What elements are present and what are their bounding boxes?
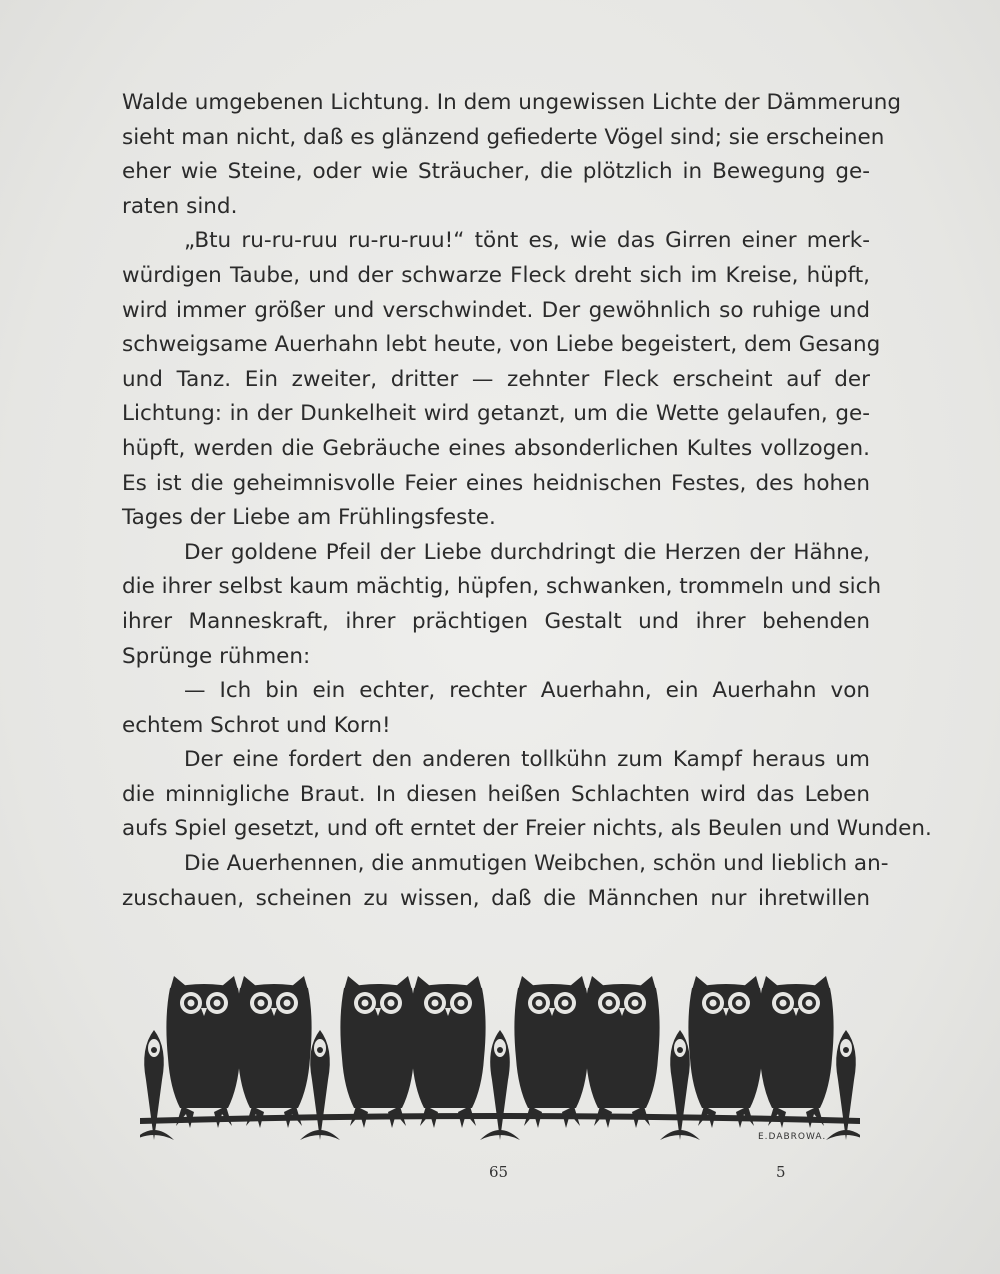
owl-frieze-illustration (140, 968, 860, 1146)
text-line: — Ich bin ein echter, rechter Auerhahn, ein Auerhahn von (184, 678, 870, 704)
text-line: wird immer größer und verschwindet. Der gewöhnlich so ruhige und (122, 297, 870, 323)
illustrator-signature: E.DABROWA. (758, 1132, 827, 1142)
signature-mark: 5 (776, 1163, 786, 1181)
text-line: Der goldene Pfeil der Liebe durchdringt die Herzen der Hähne, (184, 539, 870, 565)
text-line: und Tanz. Ein zweiter, dritter — zehnter Fleck erscheint auf der (122, 366, 870, 392)
text-line: echtem Schrot und Korn! (122, 712, 391, 738)
text-line: Lichtung: in der Dunkelheit wird getanzt, um die Wette gelaufen, ge- (122, 401, 870, 427)
text-line: ihrer Manneskraft, ihrer prächtigen Gestalt und ihrer behenden (122, 608, 870, 634)
text-line: zuschauen, scheinen zu wissen, daß die Männchen nur ihretwillen (122, 885, 870, 911)
text-line: Es ist die geheimnisvolle Feier eines heidnischen Festes, des hohen (122, 470, 870, 496)
text-line: Sprünge rühmen: (122, 643, 311, 669)
text-line: „Btu ru-ru-ruu ru-ru-ruu!“ tönt es, wie das Girren einer merk- (184, 228, 870, 254)
text-line: die ihrer selbst kaum mächtig, hüpfen, schwanken, trommeln und sich (122, 574, 882, 600)
text-line: raten sind. (122, 193, 238, 219)
text-line: aufs Spiel gesetzt, und oft erntet der Freier nichts, als Beulen und Wunden. (122, 816, 932, 842)
page-number: 65 (489, 1163, 509, 1181)
text-line: schweigsame Auerhahn lebt heute, von Liebe begeistert, dem Gesang (122, 332, 881, 358)
text-line: Tages der Liebe am Frühlingsfeste. (122, 505, 496, 531)
text-line: sieht man nicht, daß es glänzend gefiederte Vögel sind; sie erscheinen (122, 124, 885, 150)
body-text (122, 86, 932, 916)
text-line: hüpft, werden die Gebräuche eines absonderlichen Kultes vollzogen. (122, 435, 870, 461)
text-line: Walde umgebenen Lichtung. In dem ungewissen Lichte der Dämmerung (122, 90, 902, 115)
text-line: Die Auerhennen, die anmutigen Weibchen, schön und lieblich an- (184, 851, 889, 877)
text-line: eher wie Steine, oder wie Sträucher, die plötzlich in Bewegung ge- (122, 159, 870, 185)
text-line: würdigen Taube, und der schwarze Fleck dreht sich im Kreise, hüpft, (122, 262, 870, 288)
text-line: Der eine fordert den anderen tollkühn zum Kampf heraus um (184, 747, 870, 773)
text-line: die minnigliche Braut. In diesen heißen Schlachten wird das Leben (122, 781, 870, 807)
